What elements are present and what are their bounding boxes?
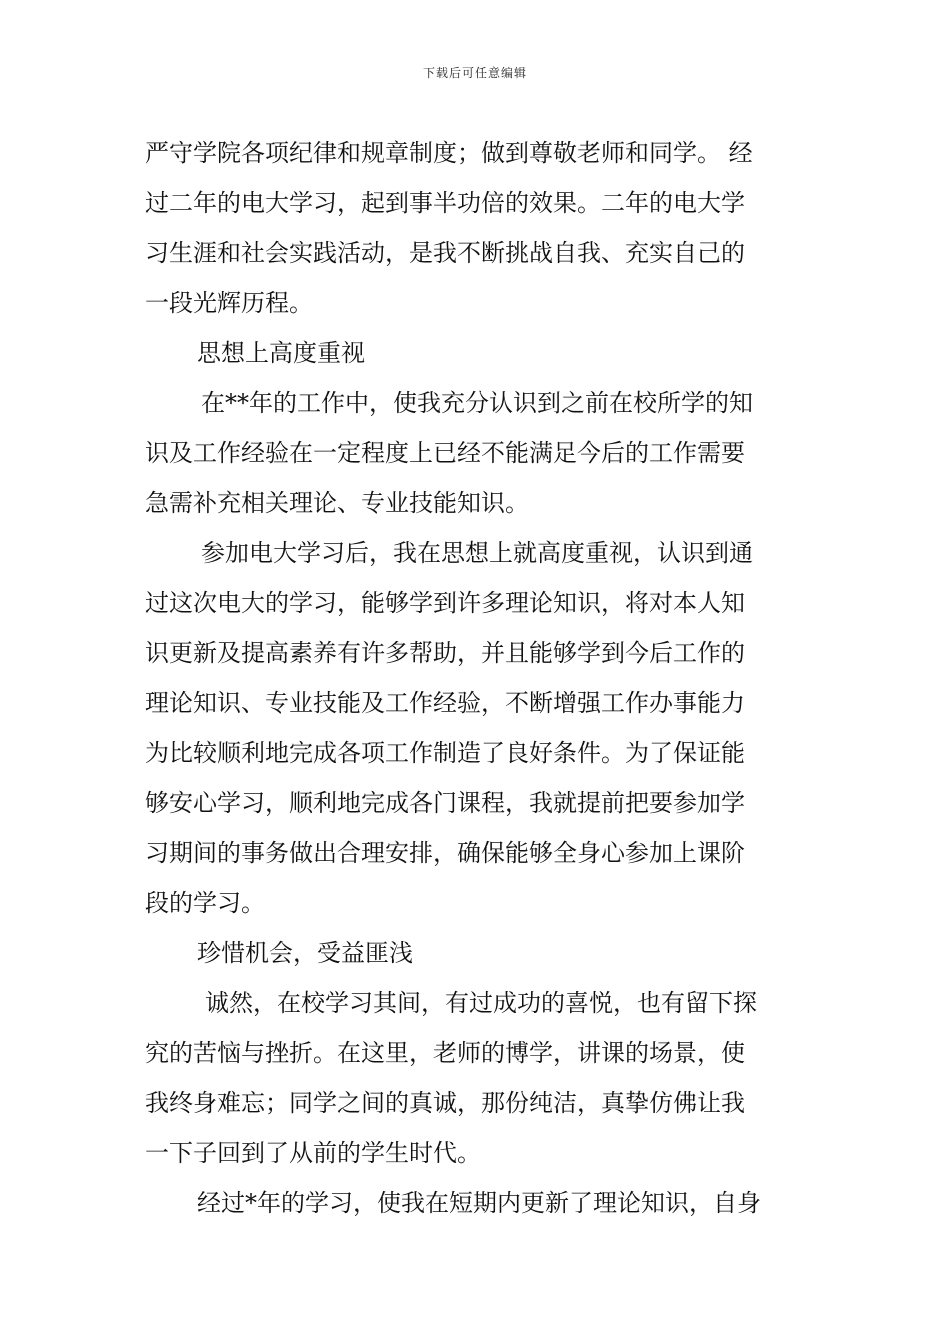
text-line: 习生涯和社会实践活动，是我不断挑战自我、充实自己的: [145, 239, 745, 267]
section-heading: 珍惜机会，受益匪浅: [197, 939, 413, 967]
page-header: 下载后可任意编辑: [422, 66, 527, 80]
section-heading: 思想上高度重视: [197, 339, 365, 367]
document-body: [145, 128, 805, 1228]
text-line: 我终身难忘；同学之间的真诚，那份纯洁，真挚仿佛让我: [145, 1089, 745, 1117]
text-line: 诚然，在校学习其间，有过成功的喜悦，也有留下探: [205, 989, 757, 1017]
text-line: 过这次电大的学习，能够学到许多理论知识，将对本人知: [145, 589, 745, 617]
text-line: 段的学习。: [145, 889, 265, 917]
text-line: 够安心学习，顺利地完成各门课程，我就提前把要参加学: [145, 789, 745, 817]
text-line: 一段光辉历程。: [145, 289, 313, 317]
text-line: 在**年的工作中，使我充分认识到之前在校所学的知: [201, 389, 753, 417]
text-line: 识及工作经验在一定程度上已经不能满足今后的工作需要: [145, 439, 745, 467]
text-line: 参加电大学习后，我在思想上就高度重视，认识到通: [201, 539, 753, 567]
text-line: 经过*年的学习，使我在短期内更新了理论知识，自身: [197, 1189, 761, 1217]
text-line: 究的苦恼与挫折。在这里，老师的博学，讲课的场景，使: [145, 1039, 745, 1067]
text-line: 识更新及提高素养有许多帮助，并且能够学到今后工作的: [145, 639, 745, 667]
text-line: 一下子回到了从前的学生时代。: [145, 1139, 481, 1167]
text-line: 理论知识、专业技能及工作经验，不断增强工作办事能力: [145, 689, 745, 717]
text-line: 为比较顺利地完成各项工作制造了良好条件。为了保证能: [145, 739, 745, 767]
text-line: 过二年的电大学习，起到事半功倍的效果。二年的电大学: [145, 189, 745, 217]
text-line: 急需补充相关理论、专业技能知识。: [145, 489, 529, 517]
text-line: 习期间的事务做出合理安排，确保能够全身心参加上课阶: [145, 839, 745, 867]
text-line: 严守学院各项纪律和规章制度；做到尊敬老师和同学。 经: [145, 139, 753, 167]
